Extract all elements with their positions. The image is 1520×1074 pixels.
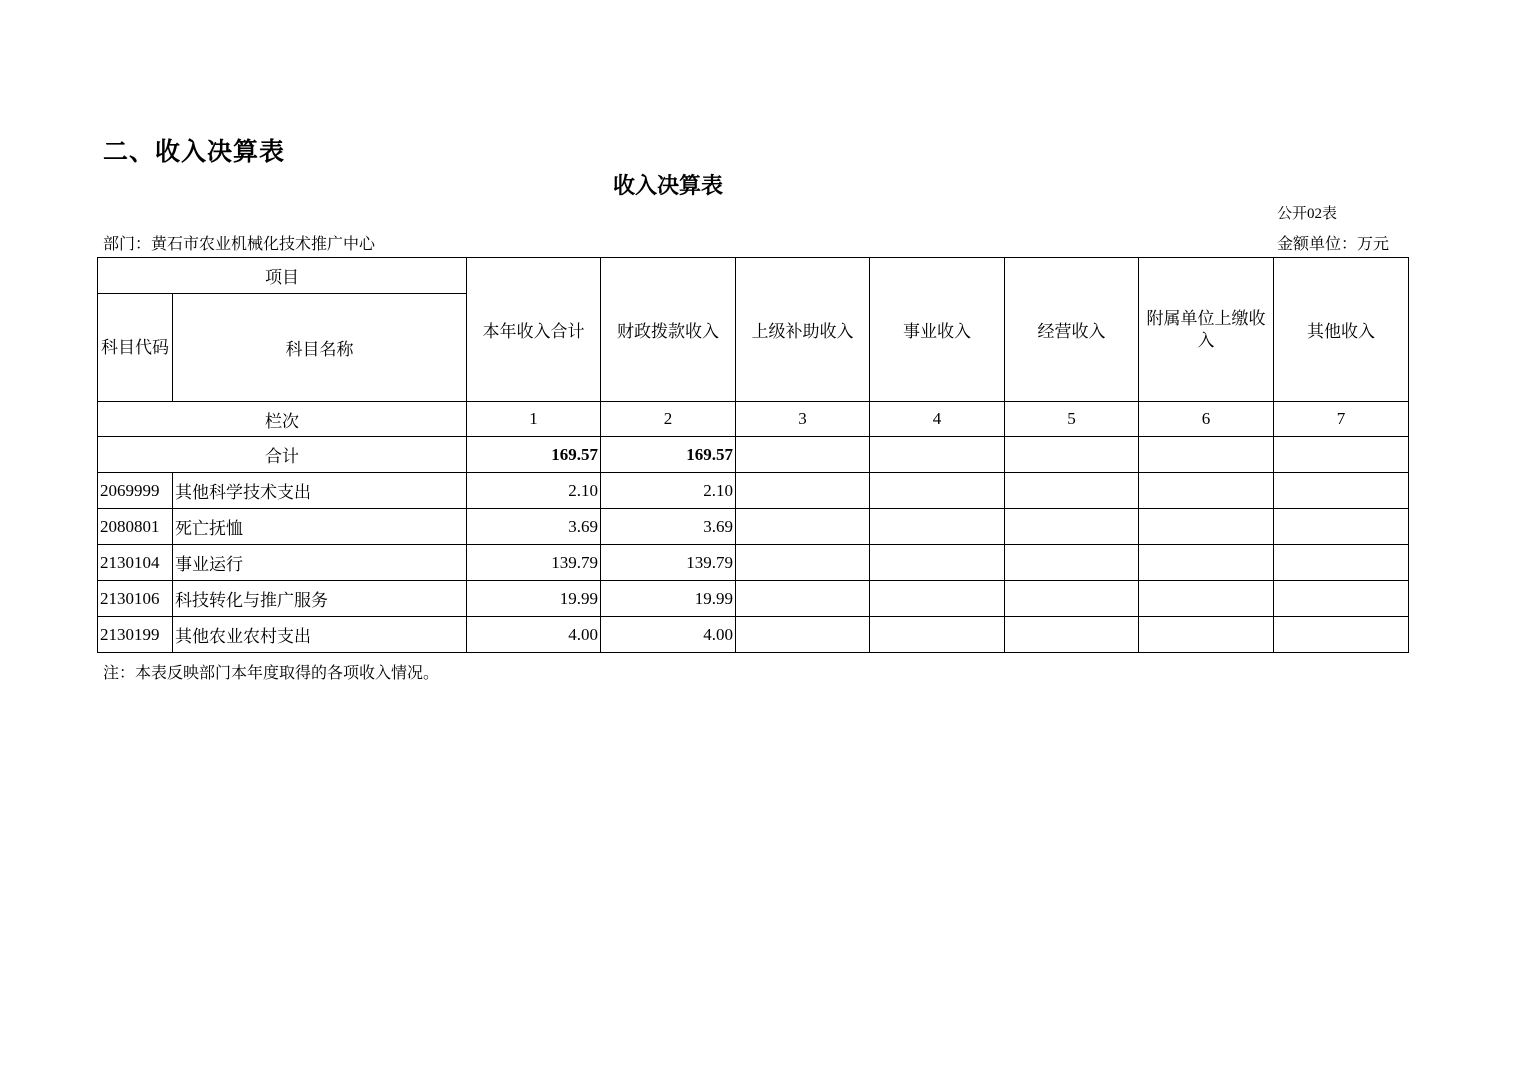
amount-cell bbox=[1274, 545, 1409, 581]
header-col-fiscal-appropriation: 财政拨款收入 bbox=[601, 258, 736, 402]
amount-cell bbox=[1274, 473, 1409, 509]
amount-cell bbox=[1005, 581, 1139, 617]
amount-cell bbox=[736, 509, 870, 545]
page-title: 收入决算表 bbox=[612, 174, 723, 199]
table-note: 注：本表反映部门本年度取得的各项收入情况。 bbox=[103, 665, 440, 682]
subject-name: 死亡抚恤 bbox=[173, 509, 467, 545]
amount-cell: 4.00 bbox=[601, 617, 736, 653]
amount-cell bbox=[1005, 473, 1139, 509]
total-cell bbox=[1274, 437, 1409, 473]
total-cell: 169.57 bbox=[467, 437, 601, 473]
subject-code: 2080801 bbox=[98, 509, 173, 545]
amount-cell bbox=[870, 473, 1005, 509]
amount-cell bbox=[1139, 509, 1274, 545]
table-row bbox=[98, 473, 1409, 509]
header-col-operating-income: 经营收入 bbox=[1005, 258, 1139, 402]
subject-code: 2069999 bbox=[98, 473, 173, 509]
amount-cell bbox=[1139, 473, 1274, 509]
total-cell bbox=[736, 437, 870, 473]
column-index-number: 7 bbox=[1274, 402, 1409, 437]
header-col-affiliated-remittance: 附属单位上缴收入 bbox=[1139, 258, 1274, 402]
amount-cell bbox=[1274, 617, 1409, 653]
amount-cell: 4.00 bbox=[467, 617, 601, 653]
amount-cell: 19.99 bbox=[467, 581, 601, 617]
column-index-row bbox=[98, 402, 1409, 437]
amount-cell bbox=[1139, 581, 1274, 617]
total-cell bbox=[1139, 437, 1274, 473]
amount-cell: 2.10 bbox=[467, 473, 601, 509]
header-col-total-income: 本年收入合计 bbox=[467, 258, 601, 402]
total-cell: 169.57 bbox=[601, 437, 736, 473]
amount-cell bbox=[870, 509, 1005, 545]
amount-cell bbox=[736, 581, 870, 617]
header-subject-code: 科目代码 bbox=[98, 294, 173, 402]
column-index-number: 5 bbox=[1005, 402, 1139, 437]
subject-name: 其他科学技术支出 bbox=[173, 473, 467, 509]
amount-cell: 3.69 bbox=[467, 509, 601, 545]
amount-cell: 19.99 bbox=[601, 581, 736, 617]
form-number: 公开02表 bbox=[1277, 206, 1338, 222]
column-index-number: 2 bbox=[601, 402, 736, 437]
amount-cell bbox=[1005, 617, 1139, 653]
total-cell bbox=[1005, 437, 1139, 473]
header-subject-name: 科目名称 bbox=[173, 294, 467, 402]
amount-cell bbox=[1005, 545, 1139, 581]
subject-name: 事业运行 bbox=[173, 545, 467, 581]
section-title: 二、收入决算表 bbox=[103, 137, 286, 166]
amount-cell bbox=[736, 617, 870, 653]
column-index-number: 6 bbox=[1139, 402, 1274, 437]
subject-code: 2130199 bbox=[98, 617, 173, 653]
column-index-number: 3 bbox=[736, 402, 870, 437]
total-label: 合计 bbox=[98, 437, 467, 473]
amount-cell: 139.79 bbox=[601, 545, 736, 581]
amount-cell bbox=[1274, 581, 1409, 617]
amount-cell bbox=[1274, 509, 1409, 545]
amount-unit-label: 金额单位：万元 bbox=[1277, 236, 1390, 253]
header-col-superior-subsidy: 上级补助收入 bbox=[736, 258, 870, 402]
subject-code: 2130106 bbox=[98, 581, 173, 617]
amount-cell bbox=[870, 545, 1005, 581]
column-index-number: 1 bbox=[467, 402, 601, 437]
department-label: 部门：黄石市农业机械化技术推广中心 bbox=[103, 236, 376, 253]
column-index-label: 栏次 bbox=[98, 402, 467, 437]
amount-cell: 2.10 bbox=[601, 473, 736, 509]
header-col-business-income: 事业收入 bbox=[870, 258, 1005, 402]
column-index-number: 4 bbox=[870, 402, 1005, 437]
total-row bbox=[98, 437, 1409, 473]
amount-cell: 139.79 bbox=[467, 545, 601, 581]
header-col-other-income: 其他收入 bbox=[1274, 258, 1409, 402]
subject-name: 其他农业农村支出 bbox=[173, 617, 467, 653]
subject-name: 科技转化与推广服务 bbox=[173, 581, 467, 617]
total-cell bbox=[870, 437, 1005, 473]
income-table bbox=[97, 257, 1409, 653]
header-item: 项目 bbox=[98, 258, 467, 294]
amount-cell bbox=[870, 617, 1005, 653]
amount-cell bbox=[736, 473, 870, 509]
amount-cell bbox=[1005, 509, 1139, 545]
table-row bbox=[98, 545, 1409, 581]
amount-cell: 3.69 bbox=[601, 509, 736, 545]
table-row bbox=[98, 581, 1409, 617]
amount-cell bbox=[1139, 617, 1274, 653]
table-row bbox=[98, 617, 1409, 653]
amount-cell bbox=[870, 581, 1005, 617]
amount-cell bbox=[1139, 545, 1274, 581]
table-row bbox=[98, 509, 1409, 545]
subject-code: 2130104 bbox=[98, 545, 173, 581]
amount-cell bbox=[736, 545, 870, 581]
